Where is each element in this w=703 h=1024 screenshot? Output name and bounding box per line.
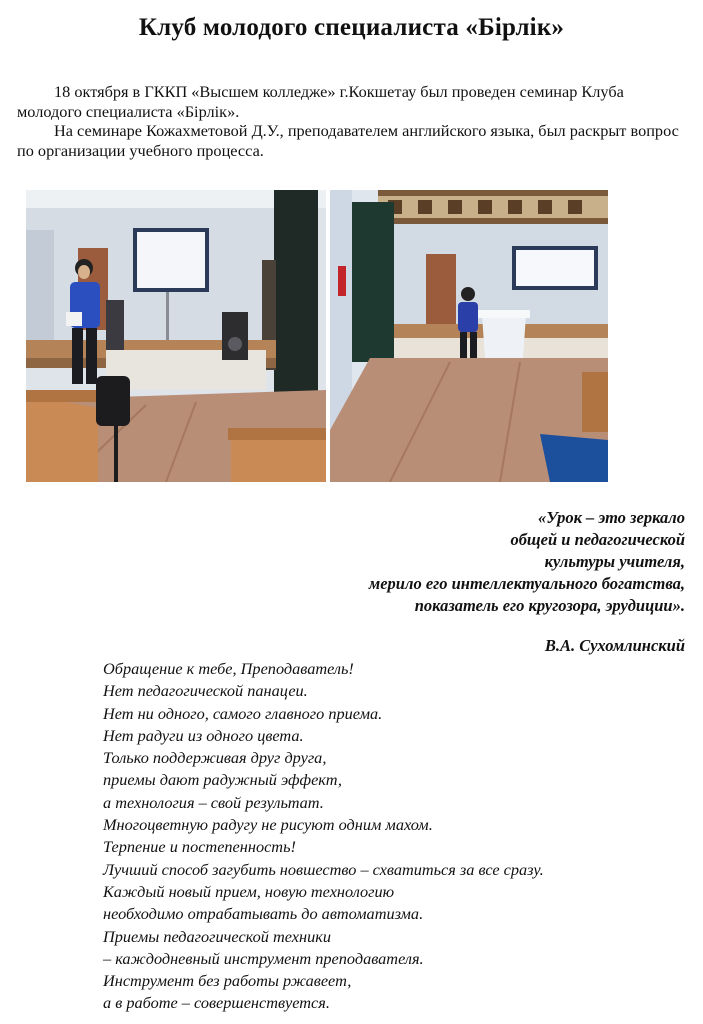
epigraph-line: общей и педагогической <box>510 530 685 549</box>
verse-line: необходимо отрабатывать до автоматизма. <box>103 904 424 924</box>
intro-paragraph-1: 18 октября в ГККП «Высшем колледже» г.Кокшетау был проведен семинар Клуба молодого специалиста «Бірлік». <box>17 82 624 121</box>
page-title: Клуб молодого специалиста «Бірлік» <box>138 14 565 41</box>
verse-text <box>103 658 683 1015</box>
verse-line: а в работе – совершенствуется. <box>103 993 330 1013</box>
seminar-photo-speaker <box>26 190 326 482</box>
epigraph-line: показатель его кругозора, эрудиции». <box>414 596 685 615</box>
verse-line: приемы дают радужный эффект, <box>103 770 342 790</box>
verse-line: Терпение и постепенность! <box>103 837 296 857</box>
intro-paragraph-2: На семинаре Кожахметовой Д.У., преподавателем английского языка, был раскрыт вопрос по организации учебного процесса. <box>17 121 679 160</box>
epigraph-line: мерило его интеллектуального богатства, <box>368 574 685 593</box>
intro-text <box>17 82 689 160</box>
verse-line: Нет педагогической панацеи. <box>103 681 308 701</box>
verse-line: Лучший способ загубить новшество – схватиться за все сразу. <box>103 859 544 879</box>
verse-line: Приемы педагогической техники <box>103 926 331 946</box>
verse-line: Нет радуги из одного цвета. <box>103 725 304 745</box>
seminar-photo-hall <box>330 190 608 482</box>
verse-line: Инструмент без работы ржавеет, <box>103 971 352 991</box>
quote-author: В.А. Сухомлинский <box>544 636 685 655</box>
verse-line: а технология – свой результат. <box>103 792 324 812</box>
verse-line: Многоцветную радугу не рисуют одним махом. <box>103 815 433 835</box>
epigraph-line: «Урок – это зеркало <box>538 508 685 527</box>
verse-line: Обращение к тебе, Преподаватель! <box>103 659 354 678</box>
verse-line: Каждый новый прием, новую технологию <box>103 881 395 901</box>
epigraph-quote <box>225 507 685 617</box>
verse-line: – каждодневный инструмент преподавателя. <box>103 948 424 968</box>
epigraph-line: культуры учителя, <box>544 552 685 571</box>
verse-line: Только поддерживая друг друга, <box>103 748 327 768</box>
verse-line: Нет ни одного, самого главного приема. <box>103 703 383 723</box>
